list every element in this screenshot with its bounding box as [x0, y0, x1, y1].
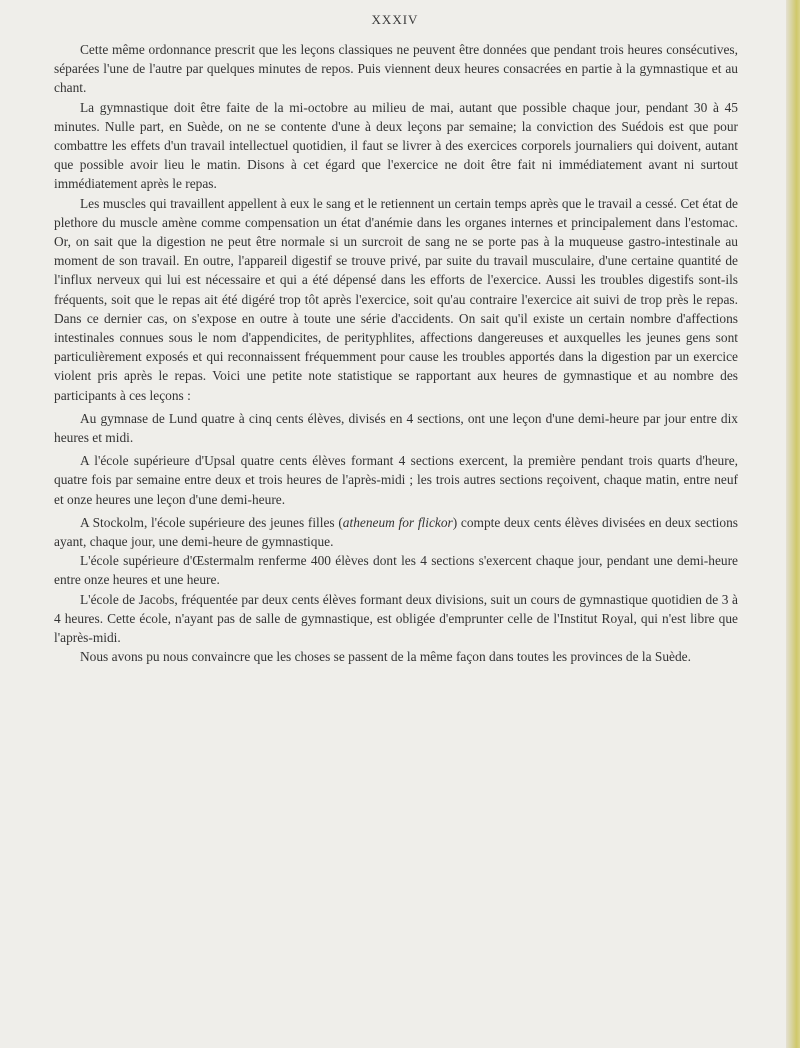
paragraph-gymnastique-horaire: La gymnastique doit être faite de la mi-octobre au milieu de mai, autant que possible chaque jour, pendant 30 à 45 minutes. Nulle part, en Suède, on ne se contente d'une à deux leçons par semaine; la conviction des Suédois est que pour combattre les effets d'un travail intellectuel quotidien, il faut se livrer à des exercices corporels journaliers qui doivent, autant que possible avoir lieu le matin. Disons à cet égard que l'exercice ne doit être fait ni immédiatement avant ni surtout immédiatement après le repas. — [54, 99, 738, 192]
paragraph-muscles: Les muscles qui travaillent appellent à eux le sang et le retiennent un certain temps après que le travail a cessé. Cet état de plethore du muscle amène comme compensation un état d'anémie dans les organes internes et principalement dans l'estomac. Or, on sait que la digestion ne peut être normale si un surcroit de sang ne se porte pas à la muqueuse gastro-intestinale au moment de son travail. En outre, l'appareil digestif se trouve privé, par suite du travail musculaire, d'une certaine quantité de l'influx nerveux qui lui est nécessaire et qui a été dépensé dans les efforts de l'exercice. Aussi les troubles digestifs sont-ils fréquents, soit que le repas ait été digéré trop tôt après l'exercice, soit qu'au contraire l'exercice ait suivi de trop près le repas. Dans ce dernier cas, on s'expose en outre à toute une série d'accidents. On sait qu'il existe un certain nombre d'affections intestinales connues sous le nom d'appendicites, de perityphlites, affections dangereuses et auxquelles les jeunes gens sont particulièrement exposés et qui reconnaissent fréquemment pour cause les troubles apportés dans la digestion par un exercice violent pris après le repas. Voici une petite note statistique se rapportant aux heures de gymnastique et au nombre des participants à ces leçons : — [54, 195, 738, 403]
body-text — [54, 40, 738, 667]
paragraph-lund: Au gymnase de Lund quatre à cinq cents élèves, divisés en 4 sections, ont une leçon d'une demi-heure par jour entre dix heures et midi. — [54, 410, 738, 446]
paragraph-jacobs: L'école de Jacobs, fréquentée par deux cents élèves formant deux divisions, suit un cours de gymnastique quotidien de 3 à 4 heures. Cette école, n'ayant pas de salle de gymnastique, est obligée d'emprunter celle de l'Institut Royal, qui n'est libre que l'après-midi. — [54, 591, 738, 646]
paragraph-upsal: A l'école supérieure d'Upsal quatre cents élèves formant 4 sections exercent, la première pendant trois quarts d'heure, quatre fois par semaine entre deux et trois heures de l'après-midi ; les trois autres sections reçoivent, chaque matin, entre neuf et onze heures une leçon d'une demi-heure. — [54, 453, 738, 507]
page-edge — [786, 0, 800, 1048]
paragraph-provinces: Nous avons pu nous convaincre que les choses se passent de la même façon dans toutes les provinces de la Suède. — [80, 649, 691, 665]
stockolm-text-after: ) compte deux cents élèves divisées en deux sections ayant, chaque jour, une demi-heure de gymnastique. — [54, 514, 739, 550]
paragraph-stockolm — [54, 513, 738, 551]
stockolm-text-before: A Stockolm, l'école supérieure des jeunes filles ( — [80, 514, 343, 530]
stockolm-school-name: atheneum for flickor — [342, 514, 453, 530]
paragraph-ordonnance: Cette même ordonnance prescrit que les leçons classiques ne peuvent être données que pendant trois heures consécutives, séparées l'une de l'autre par quelques minutes de repos. Puis viennent deux heures consacrées en partie à la gymnastique et au chant. — [54, 42, 738, 96]
paragraph-oestermalm: L'école supérieure d'Œstermalm renferme 400 élèves dont les 4 sections s'exercent chaque jour, pendant une demi-heure entre onze heures et une heure. — [54, 553, 738, 588]
page-number: XXXIV — [371, 12, 419, 27]
